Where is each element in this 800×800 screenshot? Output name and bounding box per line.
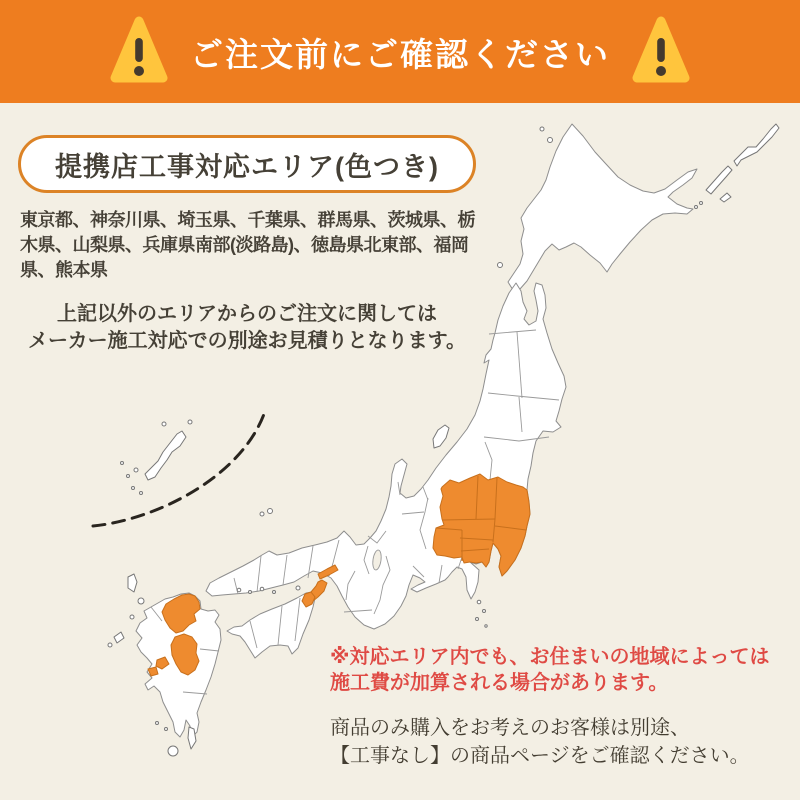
service-area-prefecture-list: 東京都、神奈川県、埼玉県、千葉県、群馬県、茨城県、栃木県、山梨県、兵庫県南部(淡路島)、徳島県北東部、福岡県、熊本県 bbox=[20, 210, 475, 280]
header-banner bbox=[0, 0, 800, 103]
product-only-note-line2: 【工事なし】の商品ページをご確認ください。 bbox=[330, 745, 750, 767]
out-of-area-notice-line2: メーカー施工対応での別途お見積りとなります。 bbox=[28, 330, 466, 352]
out-of-area-notice-line1: 上記以外のエリアからのご注文に関しては bbox=[57, 303, 437, 325]
service-area-title: 提携店工事対応エリア(色つき) bbox=[55, 151, 439, 182]
service-area-title-box bbox=[18, 135, 476, 193]
okinawa-region bbox=[121, 420, 193, 495]
surcharge-caution-line2: 施工費が加算される場合があります。 bbox=[330, 672, 669, 694]
surcharge-caution-line1: ※対応エリア内でも、お住まいの地域によっては bbox=[330, 646, 770, 668]
product-only-note-line1: 商品のみ購入をお考えのお客様は別途、 bbox=[330, 717, 690, 739]
shikoku-region bbox=[227, 592, 315, 658]
surcharge-caution bbox=[330, 644, 800, 696]
banner-title: ご注文前にご確認ください bbox=[190, 36, 610, 73]
sado-island bbox=[433, 425, 449, 448]
hokkaido-region bbox=[498, 124, 780, 290]
out-of-area-notice bbox=[0, 301, 494, 355]
warning-icon-left bbox=[110, 14, 168, 90]
map-divider-dashed-line bbox=[93, 414, 264, 526]
product-only-note bbox=[330, 714, 800, 770]
warning-icon-right bbox=[632, 14, 690, 90]
